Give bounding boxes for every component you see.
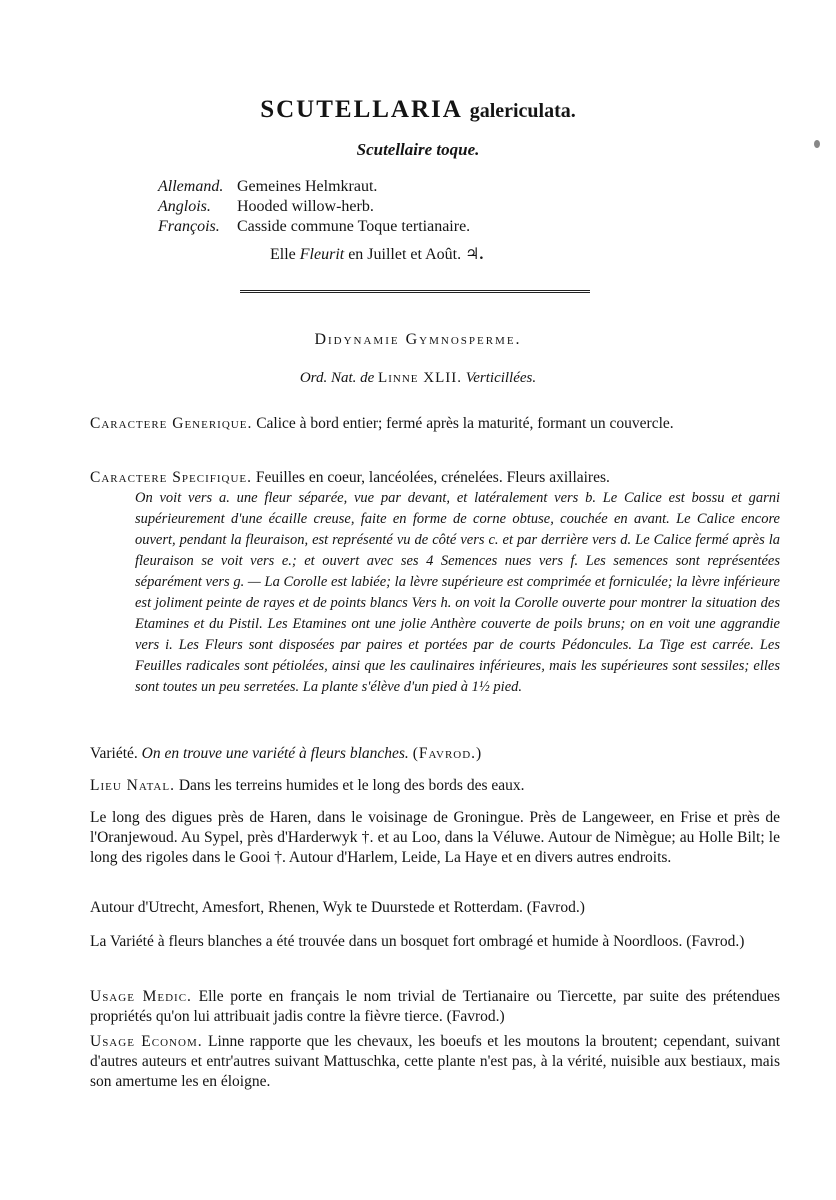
section-text: Feuilles en coeur, lancéolées, crénelées. Fleurs axillaires. (255, 469, 610, 486)
section-label: Lieu Natal. (90, 777, 175, 794)
vernacular-name: Hooded willow-herb. (237, 198, 374, 215)
ornamental-divider (240, 290, 590, 296)
vernacular-name: Casside commune Toque tertianaire. (237, 218, 471, 235)
section-label: Caractere Generique. (90, 415, 253, 432)
lieu-natal (90, 776, 780, 796)
usage-economique (90, 1032, 780, 1092)
flowering-text: Elle (270, 246, 300, 263)
natural-order (0, 370, 836, 387)
section-text: Linne rapporte que les chevaux, les boeufs et les moutons la broutent; cependant, suivant d'autres auteurs et entr'autres suivant Mattuschka, cette plante n'est pas, à la vérité, nuisible aux bestiaux, mais son amertume les en éloigne. (90, 1033, 780, 1090)
figure-description: On voit vers a. une fleur séparée, vue par devant, et latéralement vers b. Le Calice est bossu et garni supérieurement d'une écaille creuse, faite en forme de corne obtuse, couchée en avant. Le Calice encore ouvert, pendant la fleuraison, est représenté vu de côté vers c. et par derrière vers d. Le Calice fermé après la fleuraison se voit vers e.; et ouvert avec ses 4 Semences nues vers f. Les semences sont représentées séparément vers g. — La Corolle est labiée; la lèvre supérieure est comprimée et forniculée; la lèvre inférieure est joliment peinte de rayes et de points blancs Vers h. on voit la Corolle ouverte pour montrer la situation des Etamines et du Pistil. Les Etamines ont une jolie Anthère couverte de poils bruns; on en voit une aggrandie vers i. Les Fleurs sont disposées par paires et portées par de courts Pédoncules. La Tige est carrée. Les Feuilles radicales sont pétiolées, ainsi que les caulinaires inférieures, mais les supérieures sont sessiles; elles sont toutes un peu serretées. La plante s'élève d'un pied à 1½ pied. (135, 490, 780, 695)
usage-medical (90, 987, 780, 1027)
order-number: XLII. (418, 370, 462, 386)
flowering-verb: Fleurit (299, 246, 345, 263)
section-text: Calice à bord entier; fermé après la maturité, formant un couvercle. (256, 415, 674, 432)
perennial-symbol: ♃. (465, 246, 484, 263)
localites-paragraph: Le long des digues près de Haren, dans le voisinage de Groningue. Près de Langeweer, en Frise et près de l'Oranjewoud. Au Sypel, près d'Harderwyk †. et au Loo, dans la Véluwe. Autour de Nimègue; au Holle Bilt; le long des rigoles dans le Gooi †. Autour d'Harlem, Leide, La Haye et en divers autres endroits. (90, 809, 780, 866)
order-prefix: Ord. Nat. de (299, 370, 379, 386)
linne-name: Linne (378, 370, 419, 386)
order-name: Verticillées. (465, 370, 537, 386)
linnaean-class: Didynamie Gymnosperme. (314, 331, 522, 348)
vernacular-name: Gemeines Helmkraut. (237, 178, 378, 195)
vernacular-french (158, 218, 470, 236)
genus-name: SCUTELLARIA (260, 96, 462, 123)
section-text: Elle porte en français le nom trivial de Tertianaire ou Tiercette, par suite des prétendues propriétés qu'on lui attribuait jadis contre la fièvre tierce. (Favrod.) (90, 988, 781, 1025)
page-title (0, 96, 836, 124)
section-label: Caractere Specifique. (90, 469, 252, 486)
section-label: Usage Econom. (90, 1033, 203, 1050)
caractere-generique (90, 414, 780, 434)
section-label: Usage Medic. (90, 988, 192, 1005)
variete (90, 744, 780, 764)
section-text: Dans les terreins humides et le long des bords des eaux. (178, 777, 525, 794)
flowering-months: en Juillet et Août. (344, 246, 462, 263)
section-text: On en trouve une variété à fleurs blanches. (141, 745, 409, 762)
ink-spot (814, 140, 820, 148)
localites-utrecht: Autour d'Utrecht, Amesfort, Rhenen, Wyk te Duurstede et Rotterdam. (Favrod.) (90, 899, 585, 916)
flowering-period (270, 244, 483, 264)
language-label: Allemand. (158, 178, 224, 195)
language-label: François. (158, 218, 220, 235)
localites-variete: La Variété à fleurs blanches a été trouvée dans un bosquet fort ombragé et humide à Noordloos. (Favrod.) (90, 933, 745, 950)
language-label: Anglois. (158, 198, 211, 215)
caractere-specifique (90, 468, 780, 698)
credit: (Favrod.) (412, 745, 483, 762)
section-label: Variété. (90, 745, 138, 762)
species-name: galericulata. (469, 100, 576, 122)
french-name: Scutellaire toque. (356, 140, 480, 159)
vernacular-english (158, 198, 374, 216)
vernacular-german (158, 178, 377, 196)
